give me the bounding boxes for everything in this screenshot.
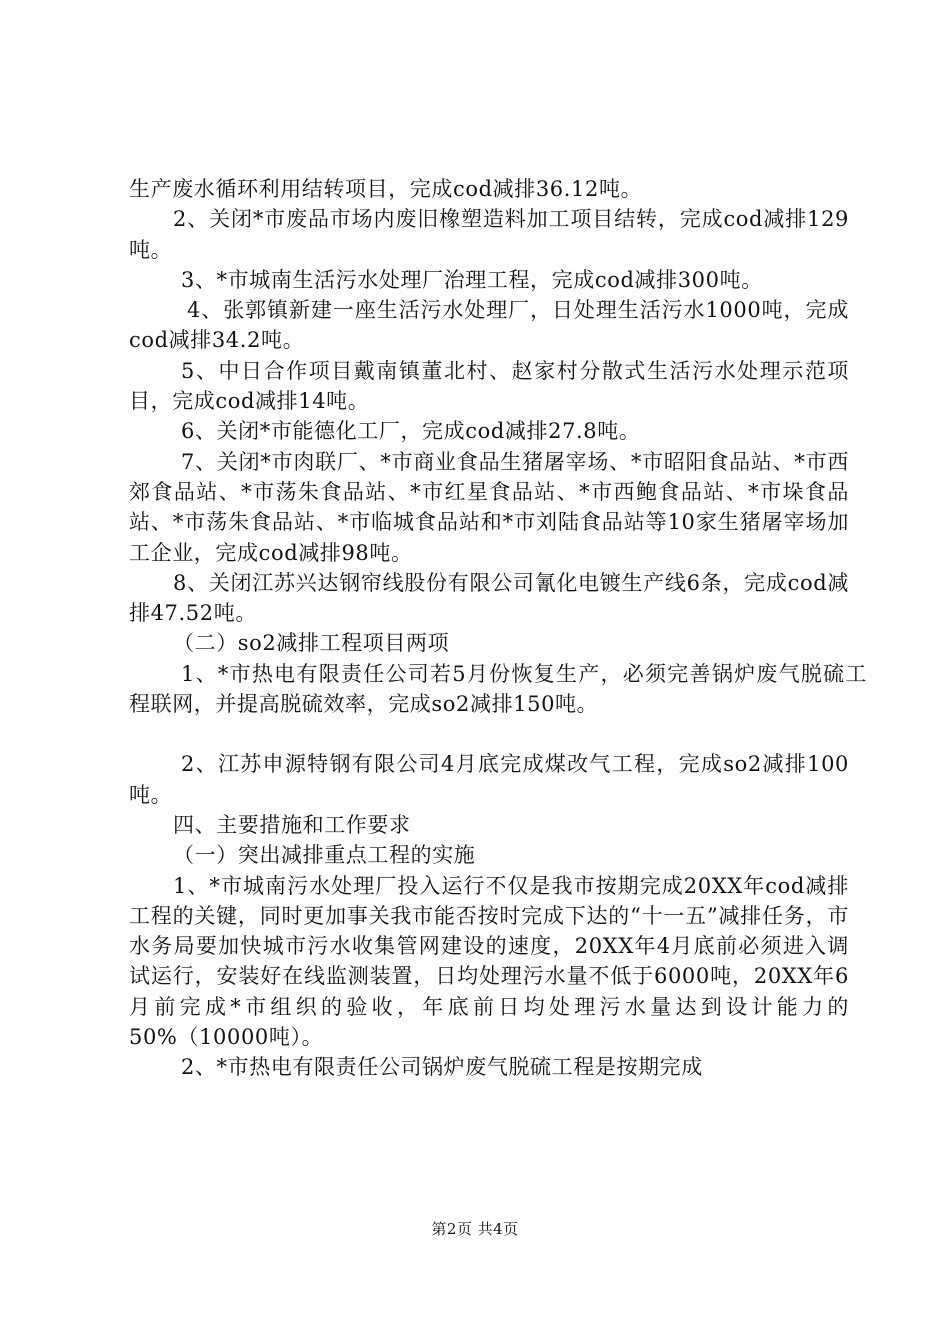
paragraph-cod-item-7: 7、关闭*市肉联厂、*市商业食品生猪屠宰场、*市昭阳食品站、*市西郊食品站、*市荡朱食品站、*市红星食品站、*市西鲍食品站、*市垛食品站、*市荡朱食品站、*市临城食品站和*市刘陆食品站等10家生猪屠宰场加工企业，完成cod减排98吨。: [129, 449, 849, 565]
paragraph-cod-item-2: 2、关闭*市废品市场内废旧橡塑造料加工项目结转，完成cod减排129吨。: [129, 207, 849, 262]
page-number-footer: 第2页 共4页: [431, 1220, 519, 1238]
paragraph-cod-item-6: 6、关闭*市能德化工厂，完成cod减排27.8吨。: [181, 419, 641, 444]
paragraph-so2-item-2: 2、江苏申源特钢有限公司4月底完成煤改气工程，完成so2减排100吨。: [129, 752, 849, 807]
document-body: [129, 174, 867, 1083]
paragraph-cod-item-3: 3、*市城南生活污水处理厂治理工程，完成cod减排300吨。: [181, 267, 763, 292]
section-heading-so2: （二）so2减排工程项目两项: [173, 631, 450, 656]
blank-line: [129, 719, 849, 749]
paragraph-cod-item-5: 5、中日合作项目戴南镇董北村、赵家村分散式生活污水处理示范项目，完成cod减排14吨。: [129, 358, 849, 414]
subsection-heading-key-projects: （一）突出减排重点工程的实施: [173, 843, 476, 868]
paragraph-so2-item-1: 1、*市热电有限责任公司若5月份恢复生产，必须完善锅炉废气脱硫工程联网，并提高脱硫效率，完成so2减排150吨。: [129, 661, 867, 717]
section-heading-measures: 四、主要措施和工作要求: [173, 812, 411, 837]
paragraph-cod-item-8: 8、关闭江苏兴达钢帘线股份有限公司氰化电镀生产线6条，完成cod减排47.52吨。: [129, 570, 849, 626]
paragraph-cod-item-4: 4、张郭镇新建一座生活污水处理厂，日处理生活污水1000吨，完成cod减排34.2吨。: [129, 298, 849, 353]
paragraph-measure-2: 2、*市热电有限责任公司锅炉废气脱硫工程是按期完成: [181, 1055, 703, 1080]
paragraph-measure-1: 1、*市城南污水处理厂投入运行不仅是我市按期完成20XX年cod减排工程的关键，同时更加事关我市能否按时完成下达的“十一五”减排任务，市水务局要加快城市污水收集管网建设的速度，20XX年4月底前必须进入调试运行，安装好在线监测装置，日均处理污水量不低于6000吨，20XX年6月前完成*市组织的验收，年底前日均处理污水量达到设计能力的50%（10000吨）。: [129, 873, 849, 1050]
paragraph-continuation: 生产废水循环利用结转项目，完成cod减排36.12吨。: [129, 177, 643, 201]
